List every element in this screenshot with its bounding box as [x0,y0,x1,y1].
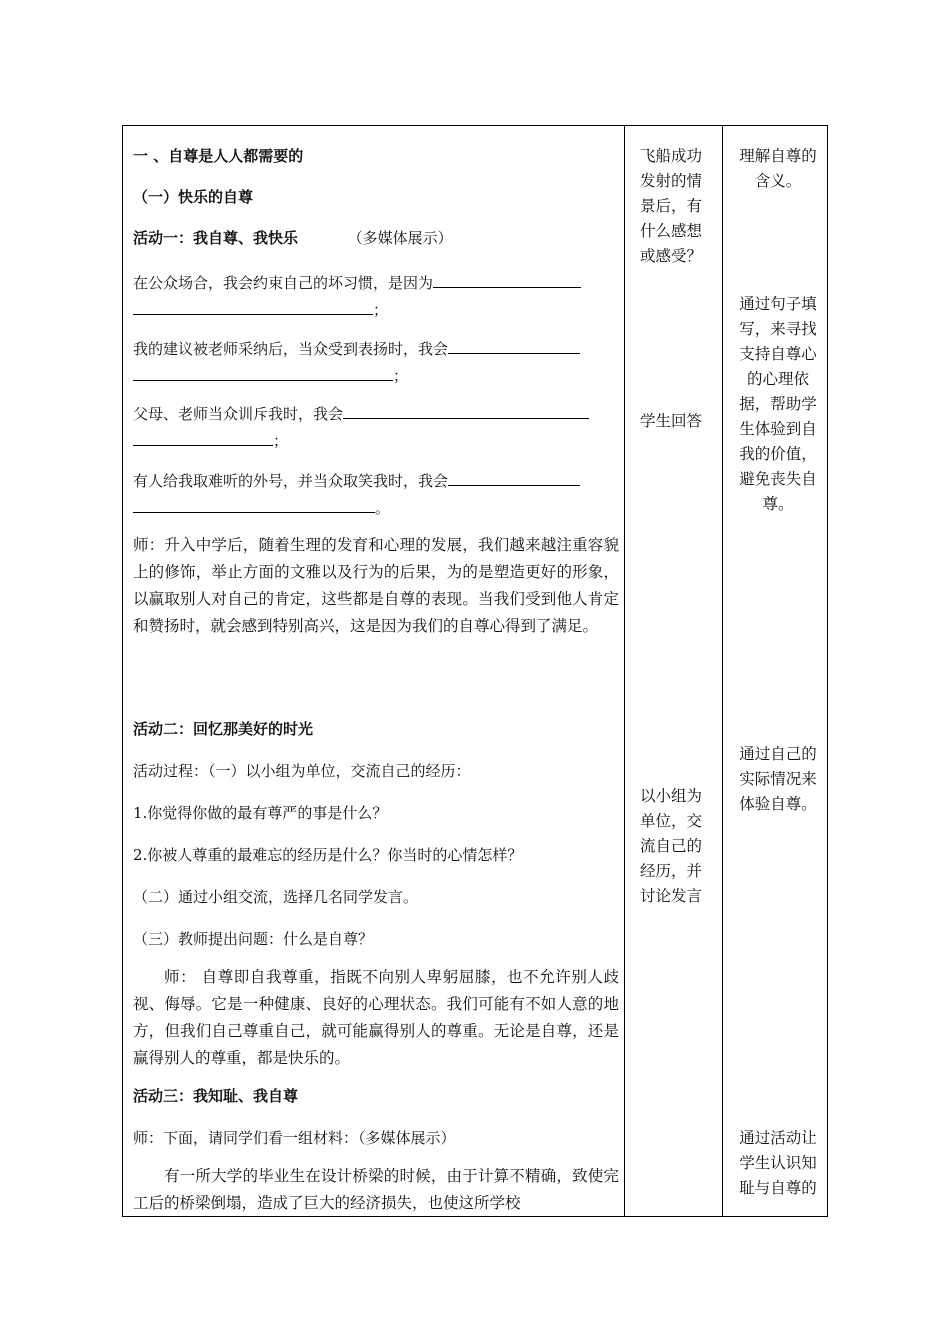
teacher-paragraph-1: 师：升入中学后，随着生理的发育和心理的发展，我们越来越注重容貌上的修饰，举止方面的文雅以及行为的后果，为的是塑造更好的形象，以赢取别人对自己的肯定，这些都是自尊的表现。当我们受到他人肯定和赞扬时，就会感到特别高兴，这是因为我们的自尊心得到了满足。 [133,536,619,635]
design-intent-2: 通过句子填写，来寻找支持自尊心的心理依据，帮助学生体验到自我的价值，避免丧失自尊。 [739,295,817,513]
fill-blank-4-text: 有人给我取难听的外号，并当众取笑我时，我会 [133,472,449,490]
fill-blank-3 [133,403,618,424]
fill-blank-4-line [448,470,580,486]
fill-blank-1-text: 在公众场合，我会约束自己的坏习惯，是因为 [133,274,434,292]
fill-blank-2 [133,338,618,359]
design-intent-1: 理解自尊的含义。 [739,147,817,190]
activity-2-title: 活动二：回忆那美好的时光 [133,720,314,738]
teaching-content-column [123,126,624,1216]
student-activity-3: 以小组为单位，交流自己的经历，并讨论发言 [640,787,703,905]
design-intent-3: 通过自己的实际情况来体验自尊。 [739,745,817,813]
design-intent-column [722,126,829,1216]
question-1: 1.你觉得你做的最有尊严的事是什么？ [133,804,388,822]
fill-blank-4-line-2 [133,497,375,513]
fill-blank-1-end: ； [373,301,389,319]
student-activity-column [624,126,722,1216]
fill-blank-2-text: 我的建议被老师采纳后，当众受到表扬时，我会 [133,340,449,358]
fill-blank-1 [133,272,618,293]
student-activity-1: 飞船成功发射的情景后，有什么感想或感受？ [640,147,703,265]
material-paragraph: 有一所大学的毕业生在设计桥梁的时候，由于计算不精确，致使完工后的桥梁倒塌，造成了巨大的经济损失，也使这所学校 [133,1167,619,1212]
fill-blank-1-line-2 [133,299,373,315]
step-3: （三）教师提出问题：什么是自尊？ [133,930,374,948]
question-2: 2.你被人尊重的最难忘的经历是什么？你当时的心情怎样？ [133,846,523,864]
activity-3-title: 活动三：我知耻、我自尊 [133,1087,299,1105]
activity-1-note: （多媒体展示） [347,229,453,247]
lesson-plan-table [122,125,828,1217]
activity-2-process: 活动过程：（一）以小组为单位，交流自己的经历： [133,762,471,780]
fill-blank-4 [133,470,618,491]
subsection-heading: （一）快乐的自尊 [133,188,254,206]
fill-blank-1-cont [133,299,618,320]
design-intent-4: 通过活动让学生认识知耻与自尊的 [739,1129,817,1197]
fill-blank-3-line-2 [133,430,273,446]
fill-blank-2-cont [133,365,618,386]
teacher-paragraph-2: 师： 自尊即自我尊重，指既不向别人卑躬屈膝，也不允许别人歧视、侮辱。它是一种健康、良好的心理状态。我们可能有不如人意的地方，但我们自己尊重自己，就可能赢得别人的尊重。无论是自尊，还是赢得别人的尊重，都是快乐的。 [133,968,619,1067]
fill-blank-3-text: 父母、老师当众训斥我时，我会 [133,405,344,423]
activity-3-intro: 师：下面，请同学们看一组材料：（多媒体展示） [133,1129,456,1147]
activity-1-title: 活动一：我自尊、我快乐 [133,229,299,247]
student-activity-2: 学生回答 [640,412,703,430]
fill-blank-3-cont [133,430,618,451]
step-2: （二）通过小组交流，选择几名同学发言。 [133,888,419,906]
fill-blank-3-line [343,403,589,419]
fill-blank-2-line [448,338,580,354]
section-heading: 一 、自尊是人人都需要的 [133,147,304,165]
fill-blank-2-end: ； [393,367,409,385]
fill-blank-2-line-2 [133,365,393,381]
activity-1-heading [133,228,618,248]
fill-blank-4-cont [133,497,618,518]
fill-blank-1-line [433,272,581,288]
fill-blank-4-end: 。 [375,499,391,517]
fill-blank-3-end: ； [273,432,289,450]
